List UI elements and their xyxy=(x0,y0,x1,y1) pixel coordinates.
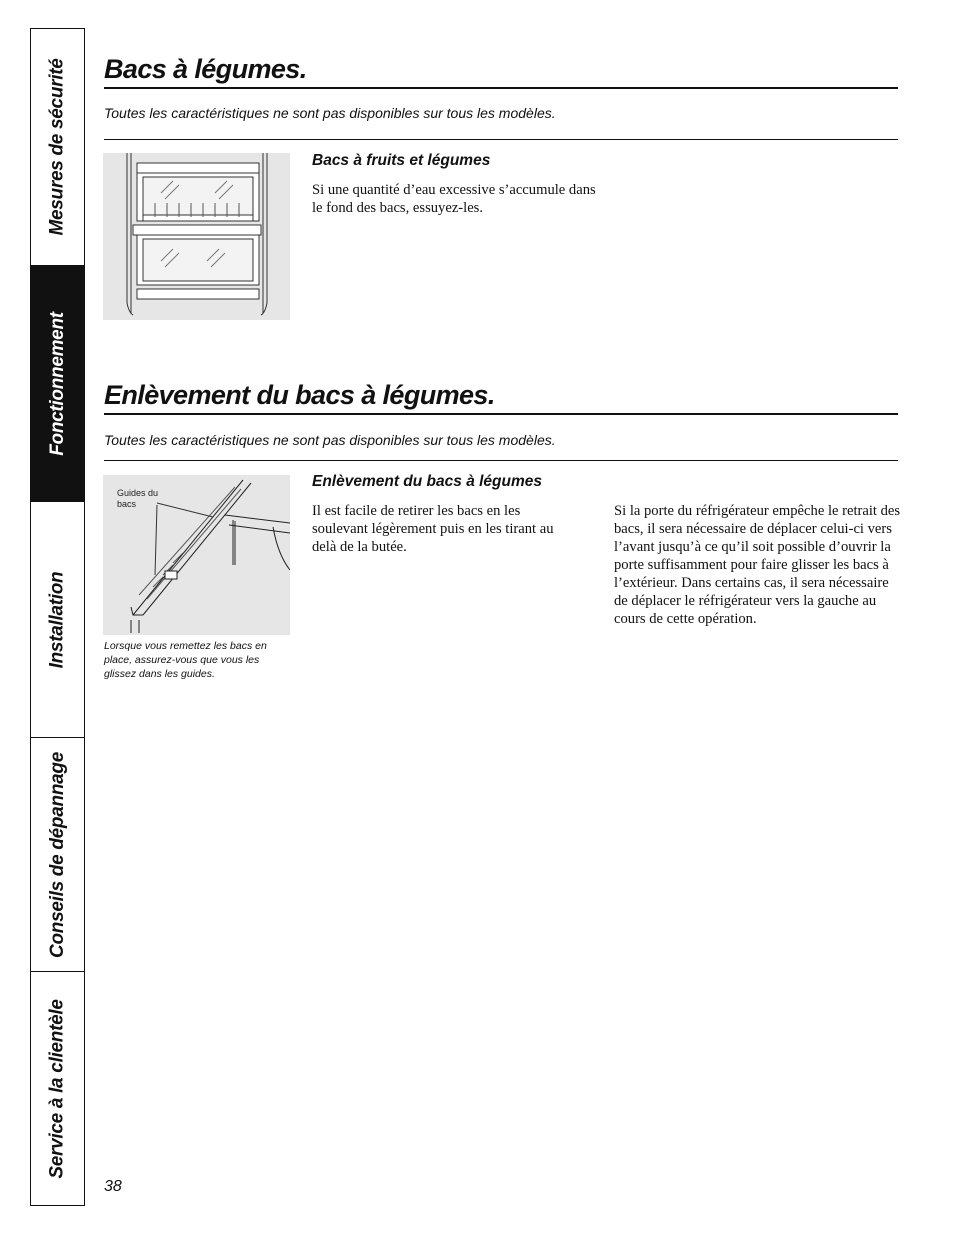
crisper-drawers-drawing xyxy=(103,153,290,320)
tab-mesures-de-securite[interactable] xyxy=(31,29,84,265)
section1-title: Bacs à légumes. xyxy=(104,54,307,84)
tab-label: Mesures de sécurité xyxy=(46,58,68,236)
section1-availability-note: Toutes les caractéristiques ne sont pas disponibles sur tous les modèles. xyxy=(104,105,556,121)
drawer-guides-label: Guides du bacs xyxy=(117,488,159,509)
drawer-guides-caption: Lorsque vous remettez les bacs en place, assurez-vous que vous les glissez dans les guides. xyxy=(104,640,267,680)
section2-subtitle: Enlèvement du bacs à légumes xyxy=(312,473,543,490)
section1-subtitle: Bacs à fruits et légumes xyxy=(312,152,491,169)
section2-availability-note: Toutes les caractéristiques ne sont pas disponibles sur tous les modèles. xyxy=(104,432,556,448)
section1-divider xyxy=(104,139,898,140)
tab-fonctionnement[interactable] xyxy=(31,265,84,501)
tab-installation[interactable] xyxy=(31,501,84,737)
tab-service-a-la-clientele[interactable] xyxy=(31,971,84,1205)
side-tab-navigation xyxy=(30,28,85,1206)
section2-body-right: Si la porte du réfrigérateur empêche le retrait des bacs, il sera nécessaire de déplacer celui-ci vers l’avant jusqu’à ce qu’il soit possible d’ouvrir la porte suffisamment pour faire glisser les bacs à l’extérieur. Dans certains cas, il sera nécessaire de déplacer le réfrigérateur vers la gauche au cours de cette opération. xyxy=(614,503,901,627)
tab-label: Installation xyxy=(46,571,68,668)
section2-divider xyxy=(104,460,898,461)
tab-label: Service à la clientèle xyxy=(46,998,68,1179)
page-number: 38 xyxy=(104,1178,122,1195)
section1-title-rule xyxy=(104,87,898,89)
drawer-guides-illustration xyxy=(103,475,290,635)
section1-body: Si une quantité d’eau excessive s’accumule dans le fond des bacs, essuyez-les. xyxy=(312,182,596,216)
tab-conseils-de-depannage[interactable] xyxy=(31,737,84,971)
tab-label: Fonctionnement xyxy=(46,311,68,456)
section2-title: Enlèvement du bacs à légumes. xyxy=(104,380,495,410)
section2-title-rule xyxy=(104,413,898,415)
section2-body-left: Il est facile de retirer les bacs en les soulevant légèrement puis en les tirant au delà de la butée. xyxy=(312,503,554,555)
crisper-drawers-illustration xyxy=(103,153,290,320)
tab-label: Conseils de dépannage xyxy=(46,751,68,958)
